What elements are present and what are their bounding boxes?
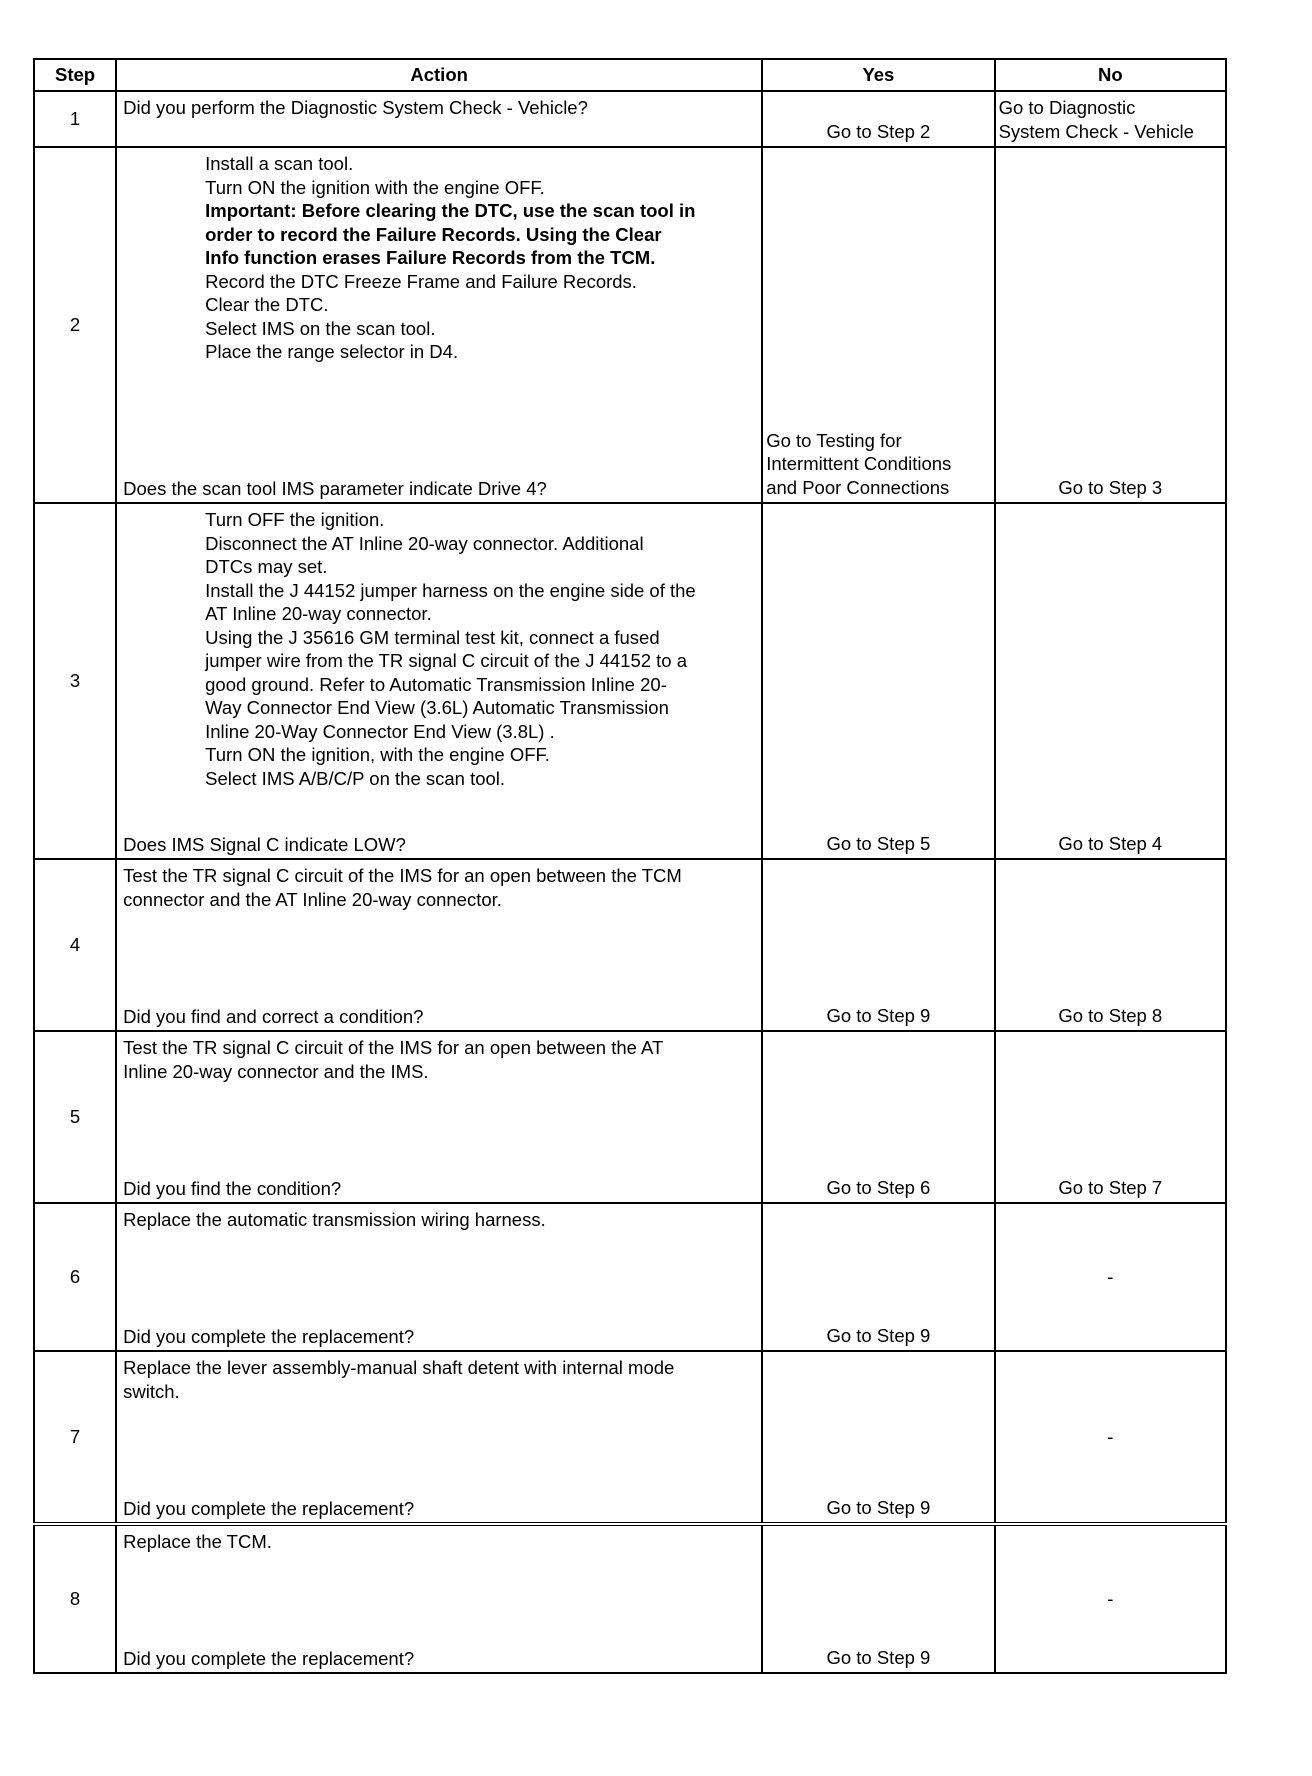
action-question: Did you find the condition? — [123, 1177, 342, 1199]
no-link-line[interactable]: System Check - Vehicle — [998, 120, 1194, 142]
yes-cell — [762, 1524, 994, 1673]
action-text: Did you perform the Diagnostic System Check - Vehicle? — [123, 97, 588, 118]
table-row — [34, 1351, 1226, 1524]
action-item: Install the J 44152 jumper harness on the engine side of the — [205, 579, 696, 601]
action-item: Install a scan tool. — [205, 153, 354, 174]
yes-cell — [762, 1031, 994, 1203]
action-item: Select IMS on the scan tool. — [205, 317, 436, 339]
action-item: Clear the DTC. — [205, 294, 329, 315]
action-cell — [116, 859, 762, 1031]
yes-link[interactable]: Go to Step 5 — [826, 832, 931, 854]
action-item: Record the DTC Freeze Frame and Failure Records. — [205, 270, 637, 292]
header-action: Action — [116, 59, 762, 91]
action-item: Inline 20-Way Connector End View (3.8L) . — [205, 720, 555, 742]
step-number: 4 — [34, 859, 116, 1031]
yes-link[interactable]: Go to Step 9 — [826, 1004, 931, 1026]
action-cell — [116, 1351, 762, 1524]
action-cell — [116, 1031, 762, 1203]
action-item: jumper wire from the TR signal C circuit of the J 44152 to a — [205, 650, 688, 671]
no-link[interactable]: Go to Step 7 — [1058, 1176, 1163, 1198]
step-number: 6 — [34, 1203, 116, 1351]
step-number: 7 — [34, 1351, 116, 1524]
no-cell: - — [995, 1524, 1226, 1673]
no-link[interactable]: Go to Step 4 — [1058, 832, 1163, 854]
yes-cell — [762, 147, 994, 503]
no-cell — [995, 859, 1226, 1031]
action-item: Disconnect the AT Inline 20-way connector. Additional — [205, 532, 644, 554]
no-link-line[interactable]: Go to Diagnostic — [998, 97, 1136, 118]
action-item: Select IMS A/B/C/P on the scan tool. — [205, 767, 506, 789]
table-row — [34, 91, 1226, 147]
yes-link-line[interactable]: Intermittent Conditions — [766, 453, 952, 474]
action-text: Replace the TCM. — [123, 1531, 272, 1552]
action-cell — [116, 1203, 762, 1351]
important-note: Important: Before clearing the DTC, use the scan tool in order to record the Failure Records. Using the Clear Info function erases Failure Records from the TCM. — [205, 200, 696, 268]
action-question: Did you complete the replacement? — [123, 1497, 415, 1519]
yes-cell — [762, 91, 994, 147]
action-question: Did you complete the replacement? — [123, 1647, 415, 1669]
action-text: Replace the automatic transmission wiring harness. — [123, 1209, 546, 1230]
action-question: Does IMS Signal C indicate LOW? — [123, 833, 406, 855]
action-item: Using the J 35616 GM terminal test kit, connect a fused — [205, 626, 660, 648]
yes-link[interactable]: Go to Step 6 — [826, 1176, 931, 1198]
yes-link-line[interactable]: and Poor Connections — [766, 476, 950, 498]
action-item: DTCs may set. — [205, 556, 328, 577]
action-text: Inline 20-way connector and the IMS. — [123, 1060, 429, 1082]
no-cell — [995, 503, 1226, 859]
action-question: Did you complete the replacement? — [123, 1325, 415, 1347]
yes-link[interactable]: Go to Step 2 — [826, 120, 931, 142]
header-row — [34, 59, 1226, 91]
diagnostic-table — [33, 58, 1227, 1674]
step-number: 8 — [34, 1524, 116, 1673]
header-no: No — [995, 59, 1226, 91]
yes-link[interactable]: Go to Step 9 — [826, 1324, 931, 1346]
step-number: 2 — [34, 147, 116, 503]
yes-link[interactable]: Go to Step 9 — [826, 1646, 931, 1668]
action-cell — [116, 1524, 762, 1673]
action-item: Place the range selector in D4. — [205, 341, 459, 362]
yes-cell — [762, 859, 994, 1031]
action-item: Way Connector End View (3.6L) Automatic Transmission — [205, 697, 669, 718]
action-question: Did you find and correct a condition? — [123, 1005, 424, 1027]
action-text: switch. — [123, 1380, 180, 1402]
no-link[interactable]: Go to Step 8 — [1058, 1004, 1163, 1026]
table-row — [34, 859, 1226, 1031]
table-row — [34, 1031, 1226, 1203]
no-cell — [995, 147, 1226, 503]
action-cell — [116, 503, 762, 859]
action-question: Does the scan tool IMS parameter indicate Drive 4? — [123, 477, 547, 499]
table-row — [34, 1203, 1226, 1351]
step-number: 1 — [34, 91, 116, 147]
action-item: AT Inline 20-way connector. — [205, 603, 432, 624]
table-row — [34, 1524, 1226, 1673]
no-link[interactable]: Go to Step 3 — [1058, 476, 1163, 498]
yes-link-line[interactable]: Go to Testing for — [766, 429, 902, 451]
yes-cell — [762, 1203, 994, 1351]
header-yes: Yes — [762, 59, 994, 91]
step-number: 3 — [34, 503, 116, 859]
action-item: Turn OFF the ignition. — [205, 509, 385, 530]
step-number: 5 — [34, 1031, 116, 1203]
action-text: Test the TR signal C circuit of the IMS for an open between the AT — [123, 1037, 664, 1058]
yes-link[interactable]: Go to Step 9 — [826, 1496, 931, 1518]
action-item: Turn ON the ignition with the engine OFF. — [205, 176, 545, 198]
action-cell — [116, 147, 762, 503]
yes-cell — [762, 503, 994, 859]
yes-cell — [762, 1351, 994, 1524]
action-text: Replace the lever assembly-manual shaft detent with internal mode — [123, 1357, 675, 1378]
action-text: Test the TR signal C circuit of the IMS for an open between the TCM — [123, 865, 682, 886]
no-cell: - — [995, 1351, 1226, 1524]
no-cell — [995, 91, 1226, 147]
action-cell — [116, 91, 762, 147]
action-item: Turn ON the ignition, with the engine OFF. — [205, 744, 550, 765]
action-item: good ground. Refer to Automatic Transmission Inline 20- — [205, 673, 667, 695]
table-row — [34, 503, 1226, 859]
table-row — [34, 147, 1226, 503]
action-text: connector and the AT Inline 20-way connector. — [123, 888, 502, 910]
no-cell: - — [995, 1203, 1226, 1351]
header-step: Step — [34, 59, 116, 91]
no-cell — [995, 1031, 1226, 1203]
